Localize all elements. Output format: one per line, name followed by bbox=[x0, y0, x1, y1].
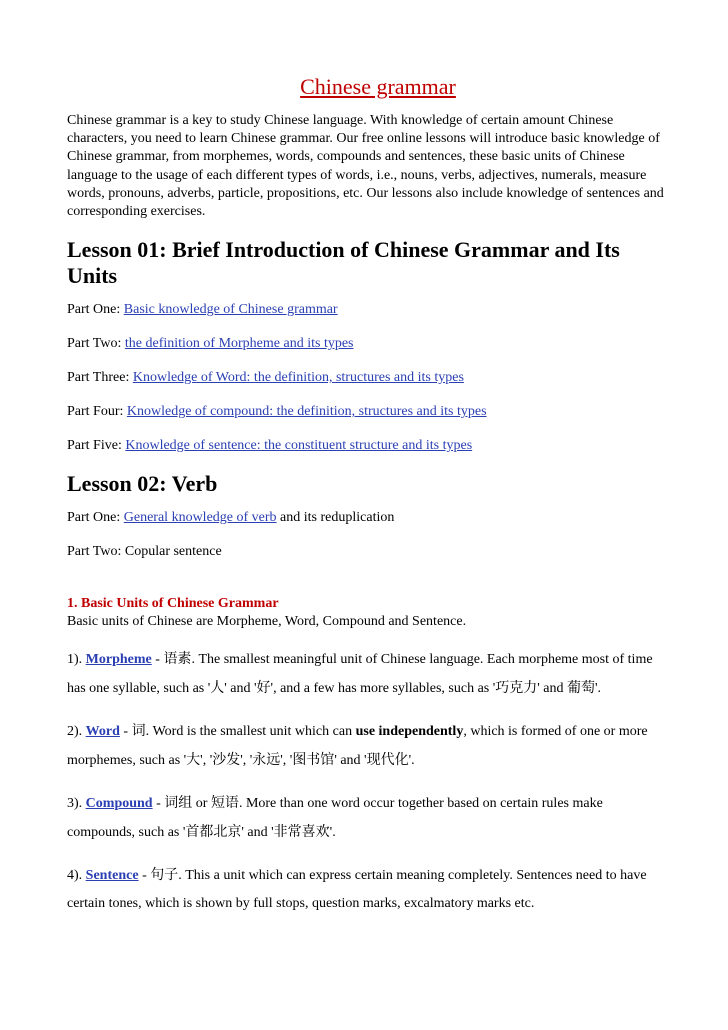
chinese-example: 人 bbox=[210, 680, 225, 697]
chinese-example: 好 bbox=[256, 680, 271, 697]
unit-text: , which is formed of one or more morphemes, such as ' bbox=[67, 724, 648, 769]
part-four-link[interactable]: Knowledge of compound: the definition, structures and its types bbox=[126, 404, 487, 420]
unit-dash: - bbox=[138, 868, 151, 884]
unit-sentence bbox=[67, 861, 667, 918]
chinese-term: 句子 bbox=[150, 867, 179, 884]
part-two-link[interactable]: the definition of Morpheme and its types bbox=[124, 336, 354, 352]
lesson-01-part-five bbox=[67, 437, 667, 455]
chinese-example: 葡萄 bbox=[567, 680, 596, 697]
section-1-subtitle: Basic units of Chinese are Morpheme, Word, Compound and Sentence. bbox=[67, 614, 467, 630]
part-three-link[interactable]: Knowledge of Word: the definition, structures and its types bbox=[132, 370, 464, 386]
unit-text: or bbox=[192, 796, 211, 812]
part-prefix: Part Two: bbox=[67, 336, 125, 352]
chinese-example: 首都北京 bbox=[185, 824, 242, 841]
unit-text: ' and bbox=[537, 681, 568, 697]
separator: ' and ' bbox=[334, 753, 367, 769]
chinese-example: 永远 bbox=[252, 752, 281, 769]
unit-text: . The smallest meaningful unit of Chinese language. Each morpheme most of time has one syllable, such as ' bbox=[67, 652, 653, 697]
part-prefix: Part One: bbox=[67, 302, 124, 318]
lesson-01-part-two bbox=[67, 335, 667, 353]
lesson-01-part-one bbox=[67, 301, 667, 319]
unit-text: '. bbox=[329, 825, 336, 841]
unit-compound bbox=[67, 789, 667, 847]
word-term-link[interactable]: Word bbox=[85, 724, 120, 740]
compound-term-link[interactable]: Compound bbox=[85, 796, 153, 812]
chinese-term: 词组 bbox=[164, 795, 193, 812]
separator: ', ' bbox=[280, 753, 293, 769]
chinese-example: 图书馆 bbox=[292, 752, 335, 769]
part-one-link[interactable]: Basic knowledge of Chinese grammar bbox=[123, 302, 338, 318]
unit-number: 2). bbox=[67, 724, 86, 740]
unit-dash: - bbox=[119, 724, 132, 740]
unit-number: 3). bbox=[67, 796, 86, 812]
unit-text: ', and a few has more syllables, such as ' bbox=[270, 681, 496, 697]
intro-paragraph: Chinese grammar is a key to study Chinese language. With knowledge of certain amount Chinese characters, you need to learn Chinese grammar. Our free online lessons will introduce basic knowledge of Chinese grammar, from morphemes, words, compounds and sentences, these basic units of Chinese language to the usage of each different types of words, i.e., nouns, verbs, adjectives, numerals, measure words, pronouns, adverbs, particle, propositions, etc. Our lessons also include knowledge of sentences and corresponding exercises. bbox=[67, 113, 664, 220]
chinese-term: 词 bbox=[131, 723, 146, 740]
unit-dash: - bbox=[152, 796, 165, 812]
unit-morpheme bbox=[67, 645, 667, 703]
part-prefix: Part Four: bbox=[67, 404, 127, 420]
unit-text: ' and ' bbox=[241, 825, 274, 841]
unit-text: . This a unit which can express certain meaning completely. Sentences need to have certain tones, which is shown by full stops, question marks, excalmatory marks etc. bbox=[67, 868, 647, 912]
unit-word bbox=[67, 717, 667, 775]
document-page bbox=[67, 74, 667, 932]
unit-text: ' and ' bbox=[224, 681, 257, 697]
unit-text: . Word is the smallest unit which can bbox=[145, 724, 356, 740]
chinese-example: 现代化 bbox=[366, 752, 409, 769]
separator: ', ' bbox=[240, 753, 253, 769]
chinese-term: 语素 bbox=[163, 651, 192, 668]
lesson-02-part-one bbox=[67, 509, 667, 527]
section-1-heading: 1. Basic Units of Chinese Grammar bbox=[67, 596, 279, 612]
chinese-term: 短语 bbox=[210, 795, 239, 812]
page-title: Chinese grammar bbox=[300, 74, 456, 99]
unit-text: . More than one word occur together based on certain rules make compounds, such as ' bbox=[67, 796, 603, 841]
separator: ', ' bbox=[200, 753, 213, 769]
chinese-example: 巧克力 bbox=[495, 680, 538, 697]
unit-dash: - bbox=[151, 652, 164, 668]
chinese-example: 大 bbox=[186, 752, 201, 769]
morpheme-term-link[interactable]: Morpheme bbox=[85, 652, 152, 668]
part-suffix: and its reduplication bbox=[276, 510, 395, 526]
part-five-link[interactable]: Knowledge of sentence: the constituent structure and its types bbox=[125, 438, 473, 454]
lesson-01-part-four bbox=[67, 403, 667, 421]
part-prefix: Part Three: bbox=[67, 370, 133, 386]
lesson-01-heading: Lesson 01: Brief Introduction of Chinese Grammar and Its Units bbox=[67, 237, 620, 289]
lesson-01-part-three bbox=[67, 369, 667, 387]
lesson-02-part-two: Part Two: Copular sentence bbox=[67, 544, 222, 560]
part-prefix: Part Five: bbox=[67, 438, 126, 454]
verb-knowledge-link[interactable]: General knowledge of verb bbox=[123, 510, 277, 526]
sentence-term-link[interactable]: Sentence bbox=[85, 868, 139, 884]
emphasis-text: use independently bbox=[355, 724, 464, 740]
unit-text: '. bbox=[595, 681, 602, 697]
chinese-example: 沙发 bbox=[212, 752, 241, 769]
unit-number: 4). bbox=[67, 868, 86, 884]
lesson-02-heading: Lesson 02: Verb bbox=[67, 471, 218, 497]
part-prefix: Part One: bbox=[67, 510, 124, 526]
unit-number: 1). bbox=[67, 652, 86, 668]
chinese-example: 非常喜欢 bbox=[273, 824, 330, 841]
unit-text: '. bbox=[408, 753, 415, 769]
